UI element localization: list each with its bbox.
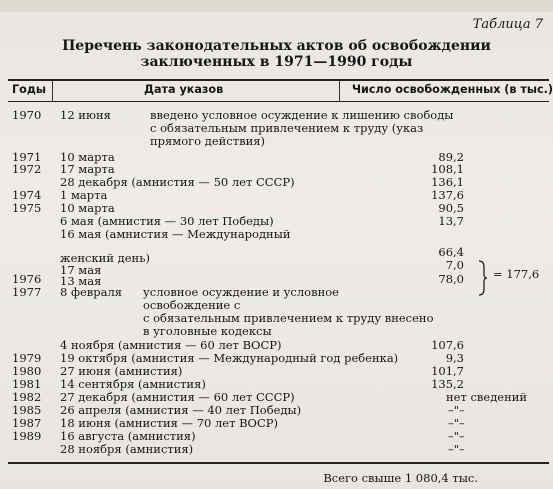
row-date: женский день): [60, 251, 150, 265]
row-value: 7,0: [445, 258, 464, 272]
row-date: 8 февраля: [60, 285, 123, 299]
row-year: 1982: [12, 390, 42, 404]
row-date: 19 октября (амнистия — Международный год ребенка): [60, 351, 399, 365]
brace-icon: [478, 260, 488, 296]
row-year: 1976: [12, 272, 42, 286]
row-year: 1980: [12, 364, 42, 378]
row-value: 89,2: [438, 150, 464, 164]
row-year: 1971: [12, 150, 42, 164]
row-date: 16 августа (амнистия): [60, 429, 196, 443]
row-value: 9,3: [445, 351, 464, 365]
row-description: прямого действия): [150, 134, 265, 148]
row-date: 28 ноября (амнистия): [60, 442, 194, 456]
row-value: –"–: [448, 416, 465, 430]
row-date: 28 декабря (амнистия — 50 лет СССР): [60, 175, 295, 189]
header-divider-2: [339, 80, 340, 101]
header-date: Дата указов: [144, 83, 224, 96]
header-count: Число освобожденных (в тыс.): [352, 83, 553, 96]
row-description: в уголовные кодексы: [143, 324, 272, 338]
header-divider-1: [52, 80, 53, 101]
row-year: 1979: [12, 351, 42, 365]
row-value: 66,4: [438, 245, 464, 259]
row-date: 1 марта: [60, 188, 108, 202]
row-year: 1987: [12, 416, 42, 430]
row-value: 78,0: [438, 272, 464, 286]
row-value: 90,5: [438, 201, 464, 215]
row-year: 1989: [12, 429, 42, 443]
row-date: 27 июня (амнистия): [60, 364, 183, 378]
row-value: нет сведений: [446, 390, 528, 404]
row-year: 1970: [12, 108, 42, 122]
row-date: 12 июня: [60, 108, 111, 122]
row-date: 10 марта: [60, 150, 115, 164]
row-description: с обязательным привлечением к труду внесено: [143, 311, 434, 325]
row-date: 16 мая (амнистия — Международный: [60, 227, 291, 241]
row-year: 1985: [12, 403, 42, 417]
row-value: 107,6: [431, 338, 464, 352]
row-description: освобождение с: [143, 298, 241, 312]
table-number: Таблица 7: [472, 17, 543, 32]
row-description: введено условное осуждение к лишению свободы: [150, 108, 454, 122]
row-date: 10 марта: [60, 201, 115, 215]
row-value: 108,1: [431, 162, 464, 176]
row-value: 135,2: [431, 377, 464, 391]
row-date: 6 мая (амнистия — 30 лет Победы): [60, 214, 274, 228]
row-date: 14 сентября (амнистия): [60, 377, 206, 391]
row-value: –"–: [448, 403, 465, 417]
row-date: 17 марта: [60, 162, 115, 176]
header-year: Годы: [12, 83, 46, 96]
row-date: 4 ноября (амнистия — 60 лет ВОСР): [60, 338, 282, 352]
top-rule: [8, 79, 549, 81]
bottom-rule: [8, 462, 549, 464]
table-title-line-1: Перечень законодательных актов об освобождении: [62, 38, 491, 54]
row-value: –"–: [448, 429, 465, 443]
row-date: 18 июня (амнистия — 70 лет ВОСР): [60, 416, 279, 430]
row-date: 13 мая: [60, 274, 102, 288]
row-year: 1981: [12, 377, 42, 391]
row-date: 27 декабря (амнистия — 60 лет СССР): [60, 390, 295, 404]
table-total: Всего свыше 1 080,4 тыс.: [323, 471, 478, 485]
row-value: 101,7: [431, 364, 464, 378]
table-title-line-2: заключенных в 1971—1990 годы: [140, 54, 413, 70]
brace-sum: = 177,6: [493, 267, 540, 281]
header-rule: [8, 101, 549, 102]
row-year: 1977: [12, 285, 42, 299]
row-year: 1974: [12, 188, 42, 202]
row-value: 13,7: [438, 214, 464, 228]
row-date: 17 мая: [60, 263, 102, 277]
row-date: 26 апреля (амнистия — 40 лет Победы): [60, 403, 302, 417]
row-year: 1975: [12, 201, 42, 215]
row-description: условное осуждение и условное: [143, 285, 339, 299]
row-description: с обязательным привлечением к труду (указ: [150, 121, 424, 135]
row-value: 136,1: [431, 175, 464, 189]
row-value: –"–: [448, 442, 465, 456]
row-year: 1972: [12, 162, 42, 176]
previous-page-strip: [0, 0, 553, 12]
row-value: 137,6: [431, 188, 464, 202]
